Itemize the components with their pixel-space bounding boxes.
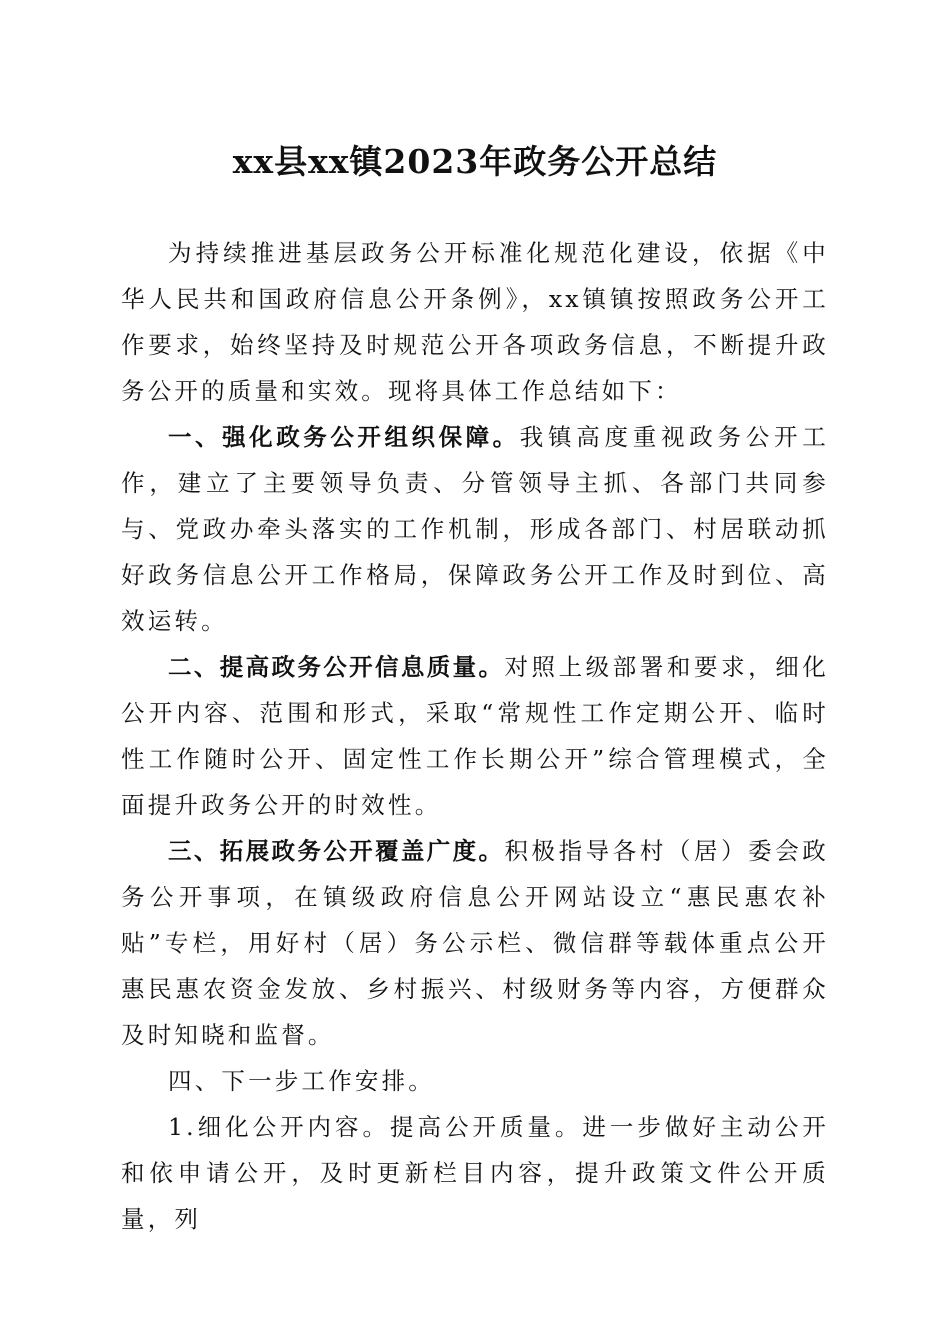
paragraph-text: 对照上级部署和要求，细化公开内容、范围和形式，采取“常规性工作定期公开、临时性工作随时公开、固定性工作长期公开”综合管理模式，全面提升政务公开的时效性。 xyxy=(121,653,830,819)
paragraph-text: 积极指导各村（居）委会政务公开事项，在镇级政府信息公开网站设立“惠民惠农补贴”专栏，用好村（居）务公示栏、微信群等载体重点公开惠民惠农资金发放、乡村振兴、村级财务等内容，方便群众及时知晓和监督。 xyxy=(121,837,830,1049)
paragraph-section-4-heading xyxy=(121,1058,829,1104)
paragraph-item-1 xyxy=(121,1104,829,1242)
section-heading: 三、拓展政务公开覆盖广度。 xyxy=(168,837,505,865)
section-heading: 一、强化政务公开组织保障。 xyxy=(168,423,520,451)
paragraph-text: 1.细化公开内容。提高公开质量。进一步做好主动公开和依申请公开，及时更新栏目内容，提升政策文件公开质量，列 xyxy=(121,1113,829,1233)
document-title: xx县xx镇2023年政务公开总结 xyxy=(232,142,718,181)
paragraph-section-3 xyxy=(121,828,829,1058)
paragraph-section-2 xyxy=(121,644,829,828)
paragraph-intro xyxy=(121,230,829,414)
paragraph-section-1 xyxy=(121,414,829,644)
section-heading: 二、提高政务公开信息质量。 xyxy=(168,653,505,681)
paragraph-text: 四、下一步工作安排。 xyxy=(168,1067,435,1095)
document-body xyxy=(121,230,829,1242)
paragraph-text: 为持续推进基层政务公开标准化规范化建设，依据《中华人民共和国政府信息公开条例》，xx镇镇按照政务公开工作要求，始终坚持及时规范公开各项政务信息，不断提升政务公开的质量和实效。现将具体工作总结如下： xyxy=(121,239,829,405)
paragraph-text: 我镇高度重视政务公开工作，建立了主要领导负责、分管领导主抓、各部门共同参与、党政办牵头落实的工作机制，形成各部门、村居联动抓好政务信息公开工作格局，保障政务公开工作及时到位、高效运转。 xyxy=(121,423,829,635)
